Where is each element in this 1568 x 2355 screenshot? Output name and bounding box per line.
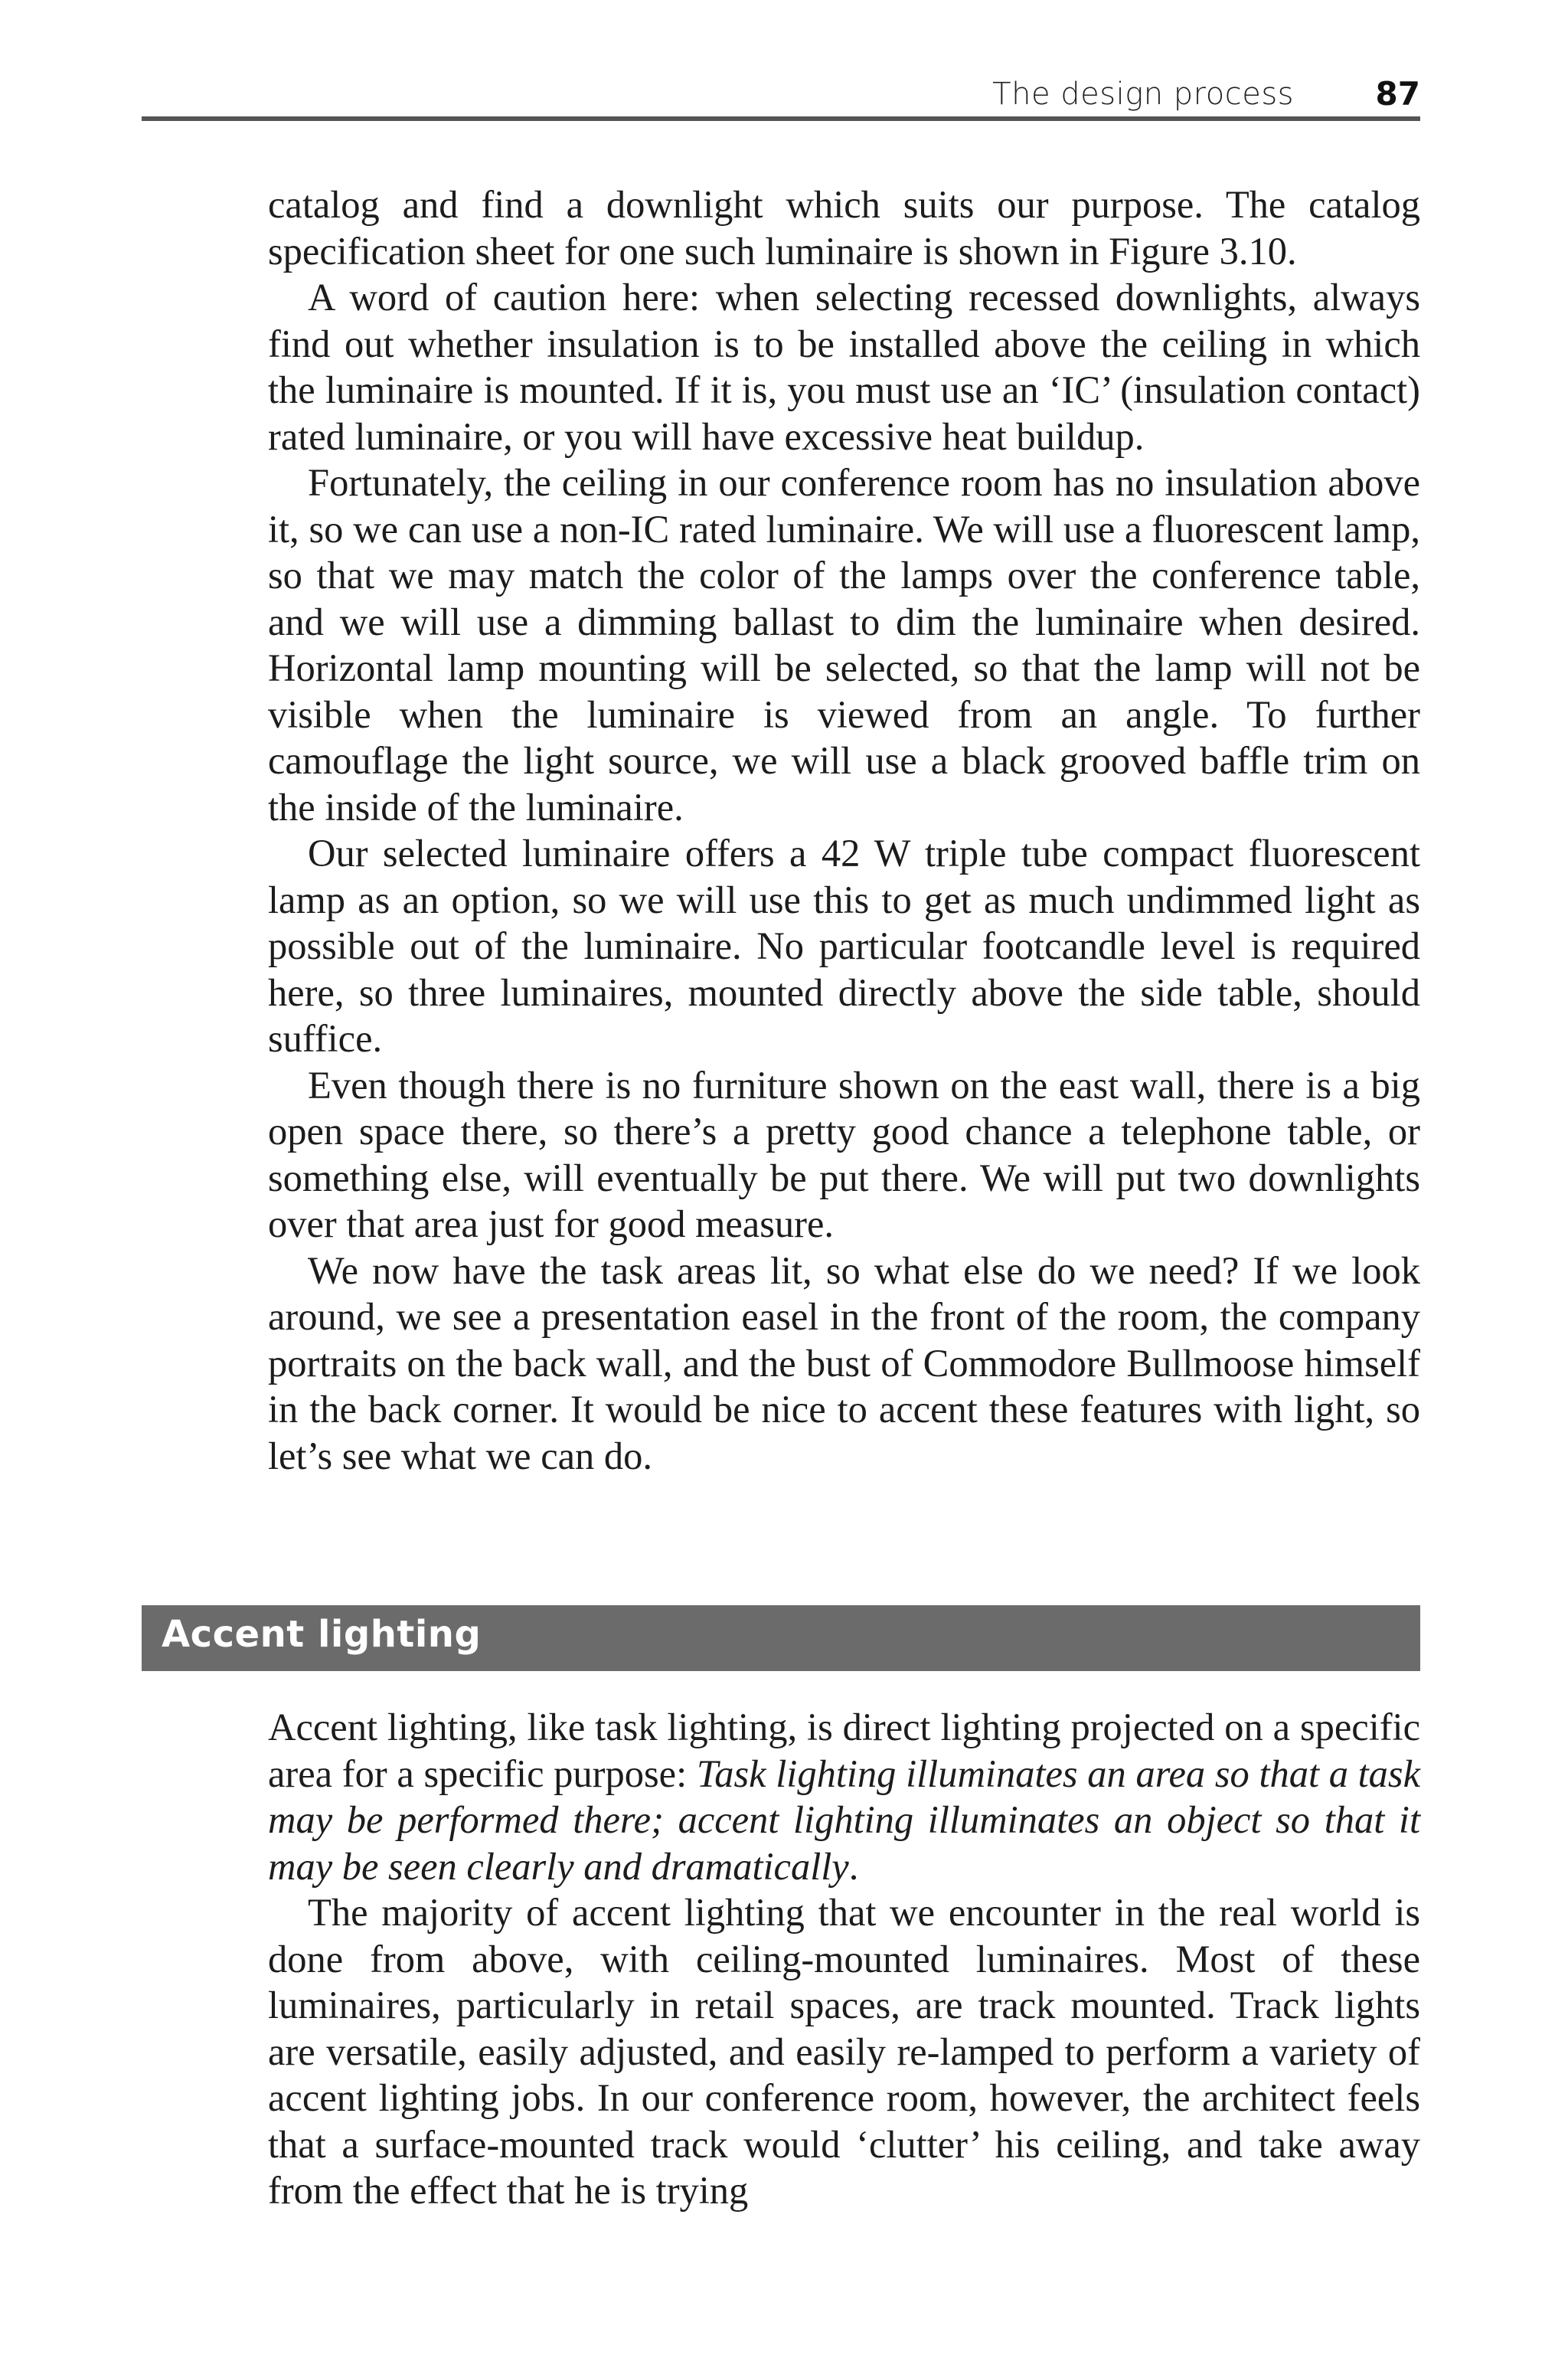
running-header: [142, 70, 1420, 116]
section-title: Accent lighting: [162, 1613, 482, 1656]
intro-end-text: .: [848, 1844, 859, 1888]
intro-lead-text: Accent lighting, like task lighting, is direct lighting projected on a specific area for a specific purpose:: [268, 1706, 1420, 1795]
paragraph-fortunately: Fortunately, the ceiling in our conference room has no insulation above it, so we can use a non-IC rated luminaire. We will use a fluorescent lamp, so that we may match the color of the lamps over the conference table, and we will use a dimming ballast to dim the luminaire when desired. Horizontal lamp mounting will be selected, so that the lamp will not be visible when the luminaire is viewed from an angle. To further camouflage the light source, we will use a black grooved baffle trim on the inside of the luminaire.: [268, 461, 1420, 829]
paragraph-majority: The majority of accent lighting that we encounter in the real world is done from above, with ceiling-mounted luminaires. Most of these luminaires, particularly in retail spaces, are track mounted. Track lights are versatile, easily adjusted, and easily re-lamped to perform a variety of accent lighting jobs. In our conference room, however, the architect feels that a surface-mounted track would ‘clutter’ his ceiling, and take away from the effect that he is trying: [268, 1891, 1420, 2212]
paragraph-continued: catalog and find a downlight which suits our purpose. The catalog specification sheet for one such luminaire is shown in Figure 3.10.: [268, 183, 1420, 273]
paragraph-selected-luminaire: Our selected luminaire offers a 42 W triple tube compact fluorescent lamp as an option, so we will use this to get as much undimmed light as possible out of the luminaire. No particular footcandle level is required here, so three luminaires, mounted directly above the side table, should suffice.: [268, 832, 1420, 1060]
paragraph-east-wall: Even though there is no furniture shown on the east wall, there is a big open space there, so there’s a pretty good chance a telephone table, or something else, will eventually be put there. We will put two downlights over that area just for good measure.: [268, 1063, 1420, 1245]
paragraph-accent-intro: [268, 1704, 1420, 1889]
section-heading-bar: [142, 1605, 1420, 1671]
body-text-accent: [268, 1704, 1420, 2214]
page-number: 87: [1375, 75, 1420, 113]
paragraph-caution: A word of caution here: when selecting recessed downlights, always find out whether insulation is to be installed above the ceiling in which the luminaire is mounted. If it is, you must use an ‘IC’ (insulation contact) rated luminaire, or you will have excessive heat buildup.: [268, 276, 1420, 458]
header-rule: [142, 116, 1420, 121]
intro-emphasis-text: Task lighting illuminates an area so that a task may be performed there; accent lighting illuminates an object so that it may be seen clearly and dramatically: [268, 1752, 1421, 1888]
running-title: The design process: [992, 77, 1294, 112]
body-text-top: [268, 182, 1420, 1479]
paragraph-task-areas: We now have the task areas lit, so what else do we need? If we look around, we see a presentation easel in the front of the room, the company portraits on the back wall, and the bust of Commodore Bullmoose himself in the back corner. It would be nice to accent these features with light, so let’s see what we can do.: [268, 1248, 1420, 1477]
